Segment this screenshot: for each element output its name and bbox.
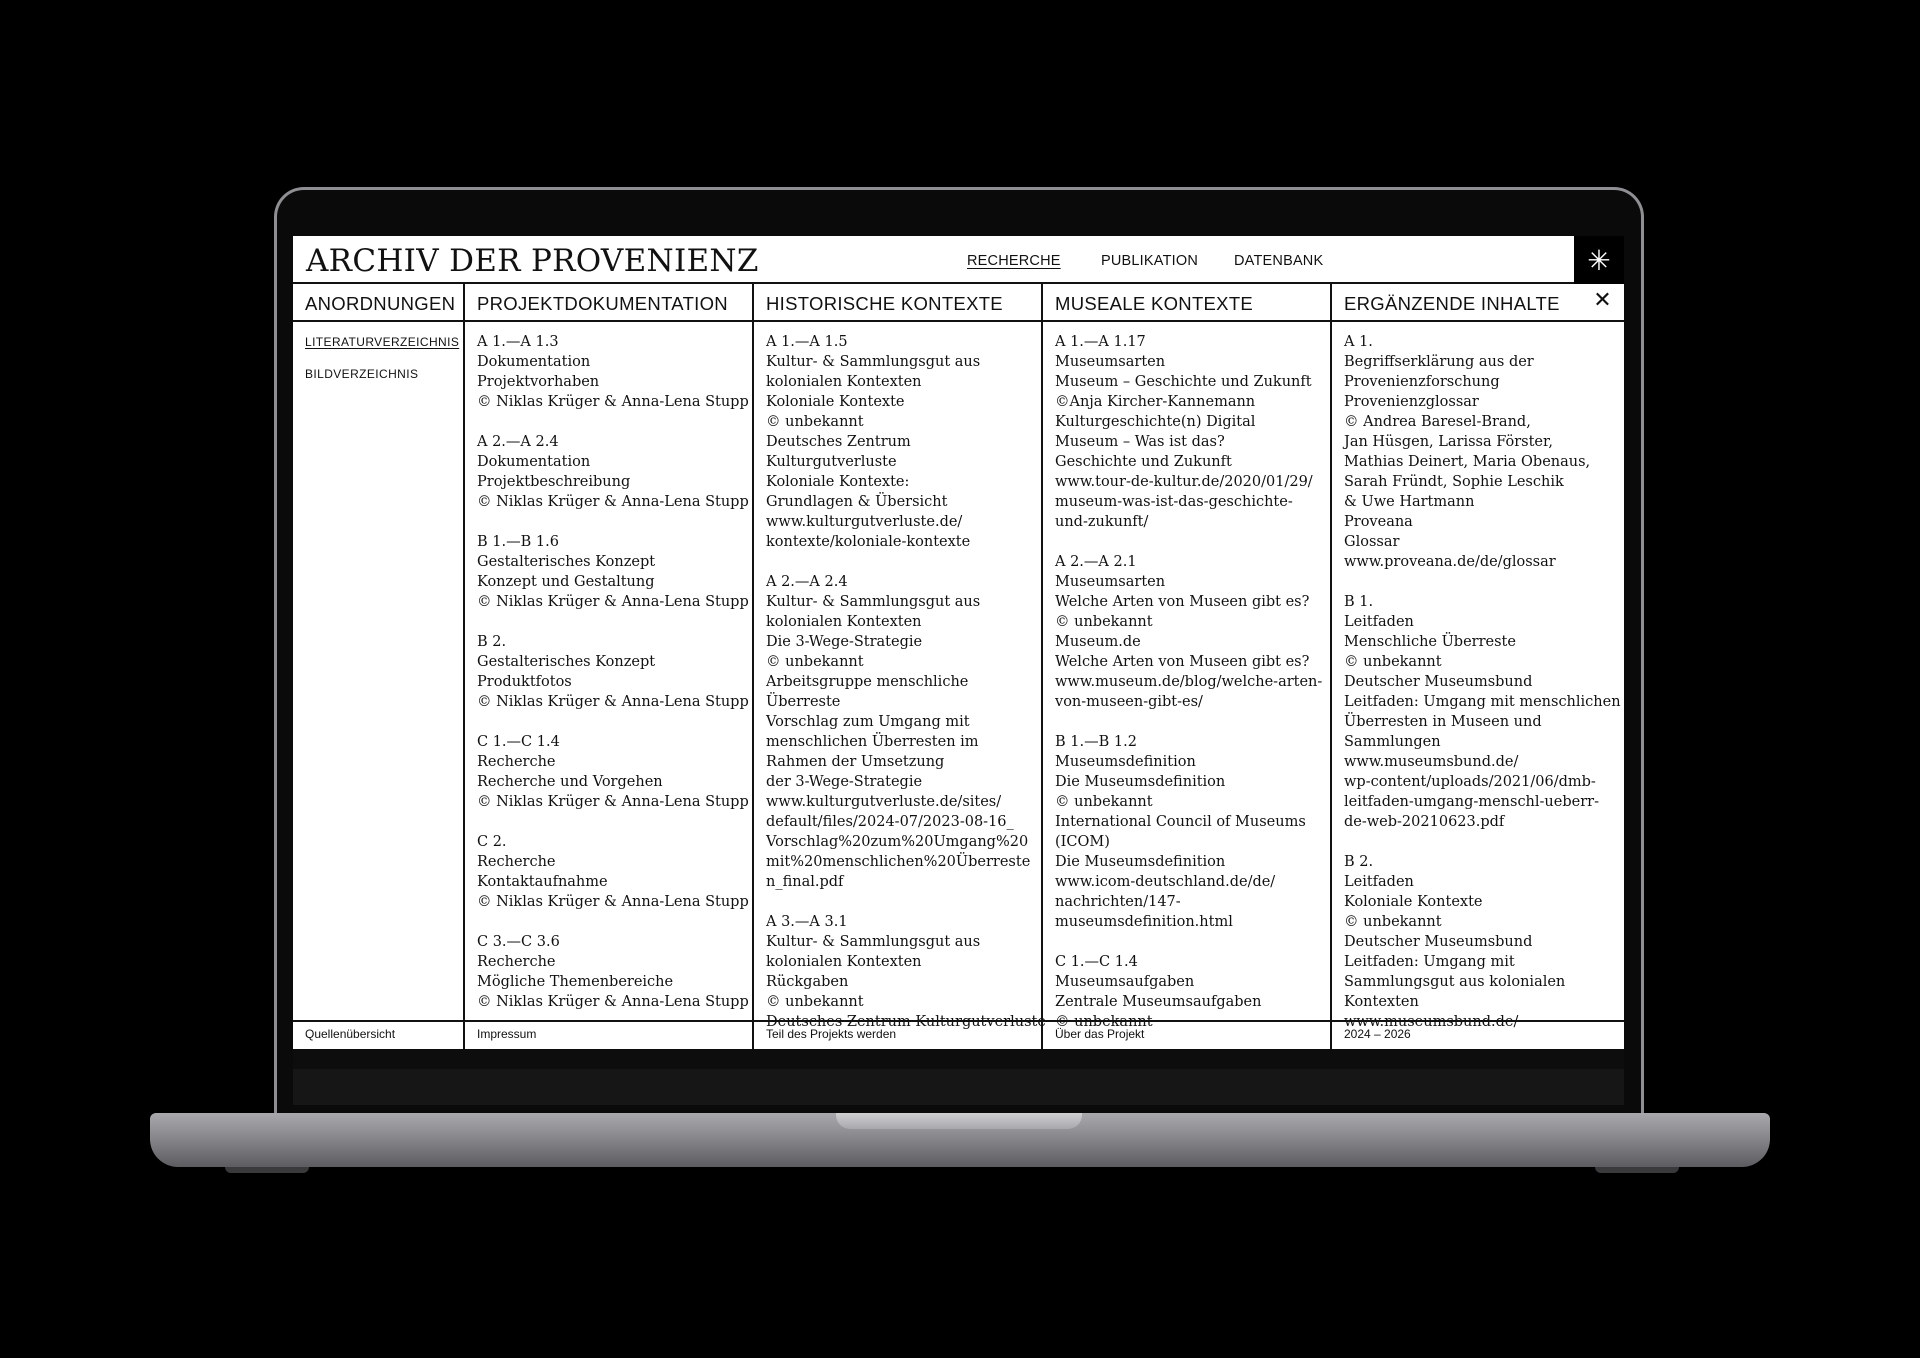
archive-entry[interactable]: [477, 632, 752, 712]
footer-link-ueber-das-projekt[interactable]: Über das Projekt: [1041, 1022, 1330, 1049]
entry-code: A 2.—A 2.4: [477, 434, 559, 450]
entry-line: Produktfotos: [477, 674, 572, 690]
entry-line: Projektbeschreibung: [477, 474, 631, 490]
entry-line: Die Museumsdefinition: [1055, 774, 1226, 790]
entry-list: [465, 322, 752, 1012]
column-historische-kontexte: [752, 284, 1046, 1030]
entry-line: www.proveana.de/de/glossar: [1344, 554, 1556, 570]
entry-code: C 3.—C 3.6: [477, 934, 560, 950]
entry-line: menschlichen Überresten im: [766, 734, 979, 750]
asterisk-menu-button[interactable]: [1574, 236, 1624, 284]
archive-entry[interactable]: [766, 572, 1041, 892]
entry-line: Kontexten: [1344, 994, 1419, 1010]
entry-line: (ICOM): [1055, 834, 1110, 850]
entry-line: Leitfaden: [1344, 874, 1414, 890]
column-ergaenzende-inhalte: [1330, 284, 1624, 1030]
entry-line: Projektvorhaben: [477, 374, 600, 390]
entry-code: B 1.: [1344, 594, 1374, 610]
entry-line: Geschichte und Zukunft: [1055, 454, 1232, 470]
entry-code: C 1.—C 1.4: [1055, 954, 1138, 970]
entry-line: Welche Arten von Museen gibt es?: [1055, 594, 1310, 610]
entry-line: Museumsarten: [1055, 354, 1166, 370]
entry-line: n_final.pdf: [766, 874, 844, 890]
entry-line: und-zukunft/: [1055, 514, 1149, 530]
close-icon[interactable]: ✕: [1593, 288, 1612, 313]
entry-line: © Niklas Krüger & Anna-Lena Stupp: [477, 694, 749, 710]
entry-line: Die Museumsdefinition: [1055, 854, 1226, 870]
entry-line: Kultur- & Sammlungsgut aus: [766, 594, 981, 610]
archive-entry[interactable]: [477, 832, 752, 912]
entry-line: Rahmen der Umsetzung: [766, 754, 945, 770]
entry-code: C 1.—C 1.4: [477, 734, 560, 750]
archive-entry[interactable]: [1055, 732, 1330, 932]
archive-entry[interactable]: [766, 332, 1041, 552]
entry-line: Überresten in Museen und: [1344, 714, 1542, 730]
entry-line: Provenienzforschung: [1344, 374, 1500, 390]
archive-entry[interactable]: [1055, 552, 1330, 712]
column-heading: HISTORISCHE KONTEXTE: [754, 284, 1041, 322]
entry-line: Sarah Fründt, Sophie Leschik: [1344, 474, 1564, 490]
entry-line: Überreste: [766, 694, 841, 710]
entry-line: mit%20menschlichen%20Überreste: [766, 854, 1031, 870]
entry-line: Museumsdefinition: [1055, 754, 1196, 770]
entry-line: www.icom-deutschland.de/de/: [1055, 874, 1276, 890]
entry-line: nachrichten/147-: [1055, 894, 1181, 910]
entry-line: Museumsaufgaben: [1055, 974, 1195, 990]
entry-list: [754, 322, 1046, 1032]
entry-line: Provenienzglossar: [1344, 394, 1479, 410]
entry-line: Jan Hüsgen, Larissa Förster,: [1344, 434, 1553, 450]
entry-line: © Niklas Krüger & Anna-Lena Stupp: [477, 794, 749, 810]
link-bildverzeichnis[interactable]: BILDVERZEICHNIS: [305, 367, 419, 381]
entry-line: Mögliche Themenbereiche: [477, 974, 674, 990]
entry-line: Recherche: [477, 954, 556, 970]
archive-entry[interactable]: [477, 532, 752, 612]
entry-line: Kultur- & Sammlungsgut aus: [766, 934, 981, 950]
archive-entry[interactable]: [1344, 852, 1624, 1032]
entry-line: von-museen-gibt-es/: [1055, 694, 1203, 710]
site-footer: [293, 1020, 1624, 1067]
entry-line: kontexte/koloniale-kontexte: [766, 534, 971, 550]
laptop-foot-left: [225, 1167, 309, 1173]
entry-line: © Niklas Krüger & Anna-Lena Stupp: [477, 894, 749, 910]
entry-line: © unbekannt: [1344, 914, 1442, 930]
entry-line: Deutsches Zentrum: [766, 434, 911, 450]
entry-line: & Uwe Hartmann: [1344, 494, 1475, 510]
entry-code: A 1.—A 1.3: [477, 334, 559, 350]
entry-line: Vorschlag zum Umgang mit: [766, 714, 970, 730]
column-heading: MUSEALE KONTEXTE: [1043, 284, 1330, 322]
entry-line: Rückgaben: [766, 974, 849, 990]
entry-line: www.tour-de-kultur.de/2020/01/29/: [1055, 474, 1313, 490]
screen-bezel-bottom: [293, 1067, 1624, 1105]
nav-recherche[interactable]: RECHERCHE: [967, 253, 1061, 269]
entry-code: A 1.—A 1.17: [1055, 334, 1146, 350]
entry-line: International Council of Museums: [1055, 814, 1306, 830]
entry-code: A 1.: [1344, 334, 1373, 350]
column-heading-wrap: [1332, 284, 1624, 322]
archive-entry[interactable]: [477, 732, 752, 812]
entry-line: Kulturgeschichte(n) Digital: [1055, 414, 1256, 430]
entry-code: B 1.—B 1.6: [477, 534, 559, 550]
footer-dark-strip: [293, 1049, 1624, 1069]
entry-line: © unbekannt: [766, 994, 864, 1010]
archive-entry[interactable]: [1055, 332, 1330, 532]
column-projektdokumentation: [463, 284, 752, 1020]
entry-line: wp-content/uploads/2021/06/dmb-: [1344, 774, 1596, 790]
entry-line: Leitfaden: [1344, 614, 1414, 630]
entry-line: Dokumentation: [477, 354, 591, 370]
column-museale-kontexte: [1041, 284, 1330, 1030]
archive-entry[interactable]: [766, 912, 1046, 1032]
entry-line: Glossar: [1344, 534, 1400, 550]
entry-line: kolonialen Kontexten: [766, 614, 922, 630]
entry-line: Deutscher Museumsbund: [1344, 934, 1533, 950]
column-anordnungen: [293, 284, 463, 1020]
entry-line: museum-was-ist-das-geschichte-: [1055, 494, 1293, 510]
entry-code: A 2.—A 2.1: [1055, 554, 1137, 570]
entry-line: © Andrea Baresel-Brand,: [1344, 414, 1531, 430]
entry-line: default/files/2024-07/2023-08-16_: [766, 814, 1014, 830]
entry-line: © Niklas Krüger & Anna-Lena Stupp: [477, 494, 749, 510]
entry-line: © unbekannt: [1055, 614, 1153, 630]
entry-line: Proveana: [1344, 514, 1413, 530]
entry-line: © unbekannt: [1344, 654, 1442, 670]
entry-line: Museumsarten: [1055, 574, 1166, 590]
entry-line: kolonialen Kontexten: [766, 954, 922, 970]
entry-line: Museum – Geschichte und Zukunft: [1055, 374, 1312, 390]
entry-line: museumsdefinition.html: [1055, 914, 1233, 930]
archive-entry[interactable]: [477, 432, 752, 512]
footer-years: 2024 – 2026: [1330, 1022, 1624, 1049]
entry-line: Zentrale Museumsaufgaben: [1055, 994, 1262, 1010]
entry-line: Koloniale Kontexte:: [766, 474, 910, 490]
entry-line: © unbekannt: [1055, 794, 1153, 810]
entry-list: [1332, 322, 1624, 1032]
column-heading: ERGÄNZENDE INHALTE: [1344, 293, 1560, 314]
laptop-foot-right: [1595, 1167, 1679, 1173]
entry-line: © unbekannt: [1055, 1014, 1153, 1030]
entry-line: www.kulturgutverluste.de/: [766, 514, 963, 530]
archive-entry[interactable]: [1344, 592, 1624, 832]
browser-viewport: [293, 236, 1624, 1067]
entry-line: Dokumentation: [477, 454, 591, 470]
entry-line: © Niklas Krüger & Anna-Lena Stupp: [477, 994, 749, 1010]
entry-line: www.museumsbund.de/: [1344, 1014, 1519, 1030]
laptop-notch: [836, 1113, 1082, 1129]
entry-code: B 2.: [477, 634, 507, 650]
entry-line: © Niklas Krüger & Anna-Lena Stupp: [477, 394, 749, 410]
entry-line: kolonialen Kontexten: [766, 374, 922, 390]
entry-line: Recherche: [477, 854, 556, 870]
entry-code: B 2.: [1344, 854, 1374, 870]
entry-code: A 2.—A 2.4: [766, 574, 848, 590]
entry-line: Menschliche Überreste: [1344, 634, 1516, 650]
entry-line: Koloniale Kontexte: [766, 394, 905, 410]
entry-line: www.museumsbund.de/: [1344, 754, 1519, 770]
entry-line: Sammlungen: [1344, 734, 1441, 750]
entry-line: Begriffserklärung aus der: [1344, 354, 1534, 370]
entry-line: Recherche: [477, 754, 556, 770]
entry-line: Leitfaden: Umgang mit: [1344, 954, 1515, 970]
entry-line: Vorschlag%20zum%20Umgang%20: [766, 834, 1029, 850]
entry-line: Die 3-Wege-Strategie: [766, 634, 923, 650]
entry-line: Grundlagen & Übersicht: [766, 494, 948, 510]
entry-code: A 1.—A 1.5: [766, 334, 848, 350]
nav-datenbank[interactable]: DATENBANK: [1234, 253, 1324, 269]
entry-line: ©Anja Kircher-Kannemann: [1055, 394, 1256, 410]
entry-line: Deutsches Zentrum Kulturgutverluste: [766, 1014, 1046, 1030]
entry-line: Mathias Deinert, Maria Obenaus,: [1344, 454, 1591, 470]
entry-line: Museum – Was ist das?: [1055, 434, 1225, 450]
column-heading: ANORDNUNGEN: [293, 284, 463, 322]
entry-line: © unbekannt: [766, 654, 864, 670]
entry-line: Kontaktaufnahme: [477, 874, 608, 890]
entry-line: de-web-20210623.pdf: [1344, 814, 1505, 830]
entry-line: Welche Arten von Museen gibt es?: [1055, 654, 1310, 670]
entry-line: leitfaden-umgang-menschl-ueberr-: [1344, 794, 1599, 810]
archive-entry[interactable]: [1344, 332, 1624, 572]
footer-link-quellenuebersicht[interactable]: Quellenübersicht: [305, 1027, 396, 1041]
entry-line: Kultur- & Sammlungsgut aus: [766, 354, 981, 370]
entry-line: www.kulturgutverluste.de/sites/: [766, 794, 1002, 810]
entry-line: Koloniale Kontexte: [1344, 894, 1483, 910]
entry-list: [1043, 322, 1330, 1032]
entry-line: Konzept und Gestaltung: [477, 574, 655, 590]
link-literaturverzeichnis[interactable]: LITERATURVERZEICHNIS: [305, 335, 460, 349]
entry-line: Leitfaden: Umgang mit menschlichen: [1344, 694, 1621, 710]
footer-link-teilnehmen[interactable]: Teil des Projekts werden: [752, 1022, 1041, 1049]
column-heading: PROJEKTDOKUMENTATION: [465, 284, 752, 322]
entry-code: C 2.: [477, 834, 507, 850]
archive-entry[interactable]: [477, 332, 752, 412]
entry-line: der 3-Wege-Strategie: [766, 774, 923, 790]
asterisk-icon: ✳: [1587, 243, 1611, 277]
entry-line: Deutscher Museumsbund: [1344, 674, 1533, 690]
entry-line: © Niklas Krüger & Anna-Lena Stupp: [477, 594, 749, 610]
entry-code: B 1.—B 1.2: [1055, 734, 1137, 750]
entry-line: Sammlungsgut aus kolonialen: [1344, 974, 1566, 990]
entry-line: Museum.de: [1055, 634, 1141, 650]
footer-link-impressum[interactable]: Impressum: [463, 1022, 752, 1049]
nav-publikation[interactable]: PUBLIKATION: [1101, 253, 1199, 269]
site-title[interactable]: ARCHIV DER PROVENIENZ: [306, 243, 759, 279]
entry-line: www.museum.de/blog/welche-arten-: [1055, 674, 1323, 690]
entry-line: Arbeitsgruppe menschliche: [766, 674, 969, 690]
entry-code: A 3.—A 3.1: [766, 914, 848, 930]
entry-line: Gestalterisches Konzept: [477, 654, 656, 670]
entry-line: © unbekannt: [766, 414, 864, 430]
archive-entry[interactable]: [477, 932, 752, 1012]
entry-line: Gestalterisches Konzept: [477, 554, 656, 570]
site-header: [293, 236, 1624, 284]
entry-line: Recherche und Vorgehen: [477, 774, 663, 790]
entry-line: Kulturgutverluste: [766, 454, 897, 470]
